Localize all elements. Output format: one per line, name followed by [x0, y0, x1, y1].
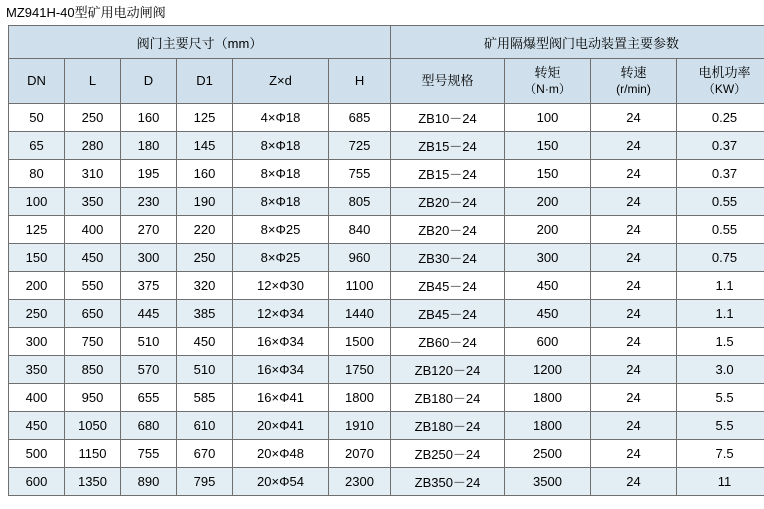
- table-cell-d: 230: [121, 188, 177, 216]
- table-cell-torque: 1800: [505, 412, 591, 440]
- table-cell-d: 655: [121, 384, 177, 412]
- table-cell-power: 0.25: [677, 104, 764, 132]
- table-cell-dn: 400: [9, 384, 65, 412]
- column-header-zxd: [233, 59, 329, 104]
- table-cell-torque: 100: [505, 104, 591, 132]
- table-cell-dn: 300: [9, 328, 65, 356]
- table-cell-power: 5.5: [677, 384, 764, 412]
- table-cell-speed: 24: [591, 440, 677, 468]
- table-cell-dn: 350: [9, 356, 65, 384]
- column-header-d-label: D: [143, 73, 154, 88]
- column-header-power-label: 电机功率: [698, 65, 751, 80]
- table-cell-h: 1910: [329, 412, 391, 440]
- table-cell-speed: 24: [591, 272, 677, 300]
- table-column-header-row: [9, 59, 764, 104]
- table-cell-l: 650: [65, 300, 121, 328]
- table-cell-speed: 24: [591, 356, 677, 384]
- table-cell-h: 755: [329, 160, 391, 188]
- table-cell-l: 1050: [65, 412, 121, 440]
- table-cell-zxd: 16×Φ41: [233, 384, 329, 412]
- table-cell-d1: 510: [177, 356, 233, 384]
- table-cell-l: 400: [65, 216, 121, 244]
- table-cell-model: ZB10－24: [391, 104, 505, 132]
- column-header-speed: [591, 59, 677, 104]
- table-cell-d: 160: [121, 104, 177, 132]
- table-row: [9, 160, 764, 188]
- table-cell-dn: 65: [9, 132, 65, 160]
- table-row: [9, 440, 764, 468]
- table-body: [9, 104, 764, 496]
- column-header-d1-label: D1: [196, 73, 213, 88]
- table-row: [9, 356, 764, 384]
- table-cell-l: 310: [65, 160, 121, 188]
- column-header-power: [677, 59, 764, 104]
- table-cell-torque: 150: [505, 132, 591, 160]
- table-cell-dn: 100: [9, 188, 65, 216]
- table-cell-zxd: 20×Φ48: [233, 440, 329, 468]
- table-cell-torque: 2500: [505, 440, 591, 468]
- table-cell-zxd: 8×Φ18: [233, 188, 329, 216]
- table-cell-l: 450: [65, 244, 121, 272]
- column-header-dn: [9, 59, 65, 104]
- specification-table: [8, 25, 764, 496]
- table-cell-d1: 320: [177, 272, 233, 300]
- table-cell-model: ZB30－24: [391, 244, 505, 272]
- table-cell-torque: 300: [505, 244, 591, 272]
- table-cell-zxd: 12×Φ34: [233, 300, 329, 328]
- column-header-torque-label: 转矩: [534, 65, 561, 80]
- table-cell-torque: 1800: [505, 384, 591, 412]
- column-header-model-label: 型号规格: [421, 73, 474, 88]
- table-cell-d: 890: [121, 468, 177, 496]
- table-cell-d1: 385: [177, 300, 233, 328]
- table-cell-dn: 500: [9, 440, 65, 468]
- table-cell-speed: 24: [591, 244, 677, 272]
- column-header-speed-label: 转速: [620, 65, 647, 80]
- table-cell-zxd: 16×Φ34: [233, 356, 329, 384]
- table-cell-zxd: 8×Φ25: [233, 216, 329, 244]
- table-cell-model: ZB180－24: [391, 384, 505, 412]
- table-cell-model: ZB20－24: [391, 216, 505, 244]
- table-cell-torque: 450: [505, 272, 591, 300]
- table-cell-speed: 24: [591, 160, 677, 188]
- table-cell-l: 750: [65, 328, 121, 356]
- table-cell-d: 375: [121, 272, 177, 300]
- table-cell-d1: 190: [177, 188, 233, 216]
- table-cell-power: 0.37: [677, 132, 764, 160]
- page-title: MZ941H-40型矿用电动闸阀: [6, 5, 166, 20]
- table-cell-h: 685: [329, 104, 391, 132]
- table-cell-speed: 24: [591, 104, 677, 132]
- table-cell-h: 1500: [329, 328, 391, 356]
- table-cell-zxd: 12×Φ30: [233, 272, 329, 300]
- table-cell-power: 3.0: [677, 356, 764, 384]
- table-cell-d: 195: [121, 160, 177, 188]
- table-row: [9, 300, 764, 328]
- table-cell-torque: 450: [505, 300, 591, 328]
- table-row: [9, 384, 764, 412]
- column-header-d: [121, 59, 177, 104]
- column-header-h-label: H: [354, 73, 365, 88]
- column-header-l-label: L: [88, 73, 97, 88]
- table-cell-l: 1350: [65, 468, 121, 496]
- table-cell-power: 0.75: [677, 244, 764, 272]
- table-cell-l: 950: [65, 384, 121, 412]
- table-cell-model: ZB350－24: [391, 468, 505, 496]
- table-cell-dn: 50: [9, 104, 65, 132]
- table-row: [9, 216, 764, 244]
- table-cell-dn: 200: [9, 272, 65, 300]
- table-cell-zxd: 20×Φ41: [233, 412, 329, 440]
- column-header-d1: [177, 59, 233, 104]
- table-cell-power: 1.5: [677, 328, 764, 356]
- group-header-actuator: 矿用隔爆型阀门电动装置主要参数: [391, 26, 764, 59]
- column-header-h: [329, 59, 391, 104]
- table-cell-power: 7.5: [677, 440, 764, 468]
- table-cell-zxd: 8×Φ25: [233, 244, 329, 272]
- table-cell-d1: 250: [177, 244, 233, 272]
- table-cell-h: 1440: [329, 300, 391, 328]
- group-header-dimensions: 阀门主要尺寸（mm）: [9, 26, 391, 59]
- column-header-model: [391, 59, 505, 104]
- table-cell-dn: 150: [9, 244, 65, 272]
- table-cell-d1: 450: [177, 328, 233, 356]
- table-cell-speed: 24: [591, 188, 677, 216]
- table-cell-power: 0.37: [677, 160, 764, 188]
- table-cell-d1: 125: [177, 104, 233, 132]
- table-cell-d: 680: [121, 412, 177, 440]
- table-cell-power: 0.55: [677, 216, 764, 244]
- table-cell-speed: 24: [591, 384, 677, 412]
- column-header-dn-label: DN: [27, 73, 46, 88]
- table-cell-zxd: 20×Φ54: [233, 468, 329, 496]
- table-cell-h: 1100: [329, 272, 391, 300]
- table-cell-d: 300: [121, 244, 177, 272]
- table-cell-h: 805: [329, 188, 391, 216]
- column-header-speed-unit: (r/min): [616, 82, 651, 96]
- table-cell-d: 180: [121, 132, 177, 160]
- table-cell-d1: 585: [177, 384, 233, 412]
- table-cell-l: 850: [65, 356, 121, 384]
- column-header-power-unit: （KW）: [702, 82, 747, 96]
- table-cell-torque: 600: [505, 328, 591, 356]
- table-cell-dn: 450: [9, 412, 65, 440]
- table-cell-d1: 610: [177, 412, 233, 440]
- table-cell-torque: 200: [505, 216, 591, 244]
- column-header-torque-unit: （N·m）: [524, 82, 571, 96]
- table-cell-model: ZB20－24: [391, 188, 505, 216]
- table-cell-torque: 150: [505, 160, 591, 188]
- table-cell-torque: 3500: [505, 468, 591, 496]
- table-cell-l: 280: [65, 132, 121, 160]
- table-cell-model: ZB45－24: [391, 300, 505, 328]
- table-cell-speed: 24: [591, 328, 677, 356]
- table-row: [9, 104, 764, 132]
- table-row: [9, 468, 764, 496]
- table-cell-h: 960: [329, 244, 391, 272]
- table-cell-power: 11: [677, 468, 764, 496]
- table-cell-l: 1150: [65, 440, 121, 468]
- table-cell-d1: 145: [177, 132, 233, 160]
- table-cell-dn: 125: [9, 216, 65, 244]
- table-row: [9, 188, 764, 216]
- table-cell-dn: 250: [9, 300, 65, 328]
- table-cell-speed: 24: [591, 300, 677, 328]
- table-cell-model: ZB45－24: [391, 272, 505, 300]
- table-cell-dn: 80: [9, 160, 65, 188]
- table-cell-h: 725: [329, 132, 391, 160]
- table-cell-d: 570: [121, 356, 177, 384]
- table-cell-model: ZB180－24: [391, 412, 505, 440]
- table-cell-dn: 600: [9, 468, 65, 496]
- table-cell-l: 250: [65, 104, 121, 132]
- table-cell-power: 1.1: [677, 272, 764, 300]
- column-header-zxd-label: Z×d: [269, 73, 292, 88]
- table-cell-zxd: 8×Φ18: [233, 160, 329, 188]
- table-cell-model: ZB15－24: [391, 160, 505, 188]
- table-row: [9, 412, 764, 440]
- table-cell-zxd: 16×Φ34: [233, 328, 329, 356]
- table-cell-l: 350: [65, 188, 121, 216]
- table-cell-h: 2300: [329, 468, 391, 496]
- table-header: [9, 26, 764, 104]
- table-row: [9, 244, 764, 272]
- table-cell-d1: 795: [177, 468, 233, 496]
- table-cell-model: ZB15－24: [391, 132, 505, 160]
- table-cell-model: ZB250－24: [391, 440, 505, 468]
- table-cell-power: 5.5: [677, 412, 764, 440]
- table-cell-l: 550: [65, 272, 121, 300]
- column-header-torque: [505, 59, 591, 104]
- table-cell-speed: 24: [591, 412, 677, 440]
- table-cell-d: 445: [121, 300, 177, 328]
- table-cell-speed: 24: [591, 216, 677, 244]
- table-cell-h: 1800: [329, 384, 391, 412]
- table-cell-speed: 24: [591, 468, 677, 496]
- table-cell-torque: 1200: [505, 356, 591, 384]
- table-cell-power: 0.55: [677, 188, 764, 216]
- table-cell-speed: 24: [591, 132, 677, 160]
- table-cell-h: 2070: [329, 440, 391, 468]
- table-cell-d1: 670: [177, 440, 233, 468]
- table-cell-d1: 160: [177, 160, 233, 188]
- table-row: [9, 132, 764, 160]
- table-row: [9, 272, 764, 300]
- table-cell-h: 1750: [329, 356, 391, 384]
- table-cell-model: ZB60－24: [391, 328, 505, 356]
- table-cell-zxd: 8×Φ18: [233, 132, 329, 160]
- table-cell-zxd: 4×Φ18: [233, 104, 329, 132]
- table-cell-power: 1.1: [677, 300, 764, 328]
- table-cell-model: ZB120－24: [391, 356, 505, 384]
- table-cell-torque: 200: [505, 188, 591, 216]
- table-cell-d1: 220: [177, 216, 233, 244]
- table-row: [9, 328, 764, 356]
- table-cell-d: 270: [121, 216, 177, 244]
- table-cell-h: 840: [329, 216, 391, 244]
- table-cell-d: 755: [121, 440, 177, 468]
- table-group-header-row: [9, 26, 764, 59]
- column-header-l: [65, 59, 121, 104]
- table-cell-d: 510: [121, 328, 177, 356]
